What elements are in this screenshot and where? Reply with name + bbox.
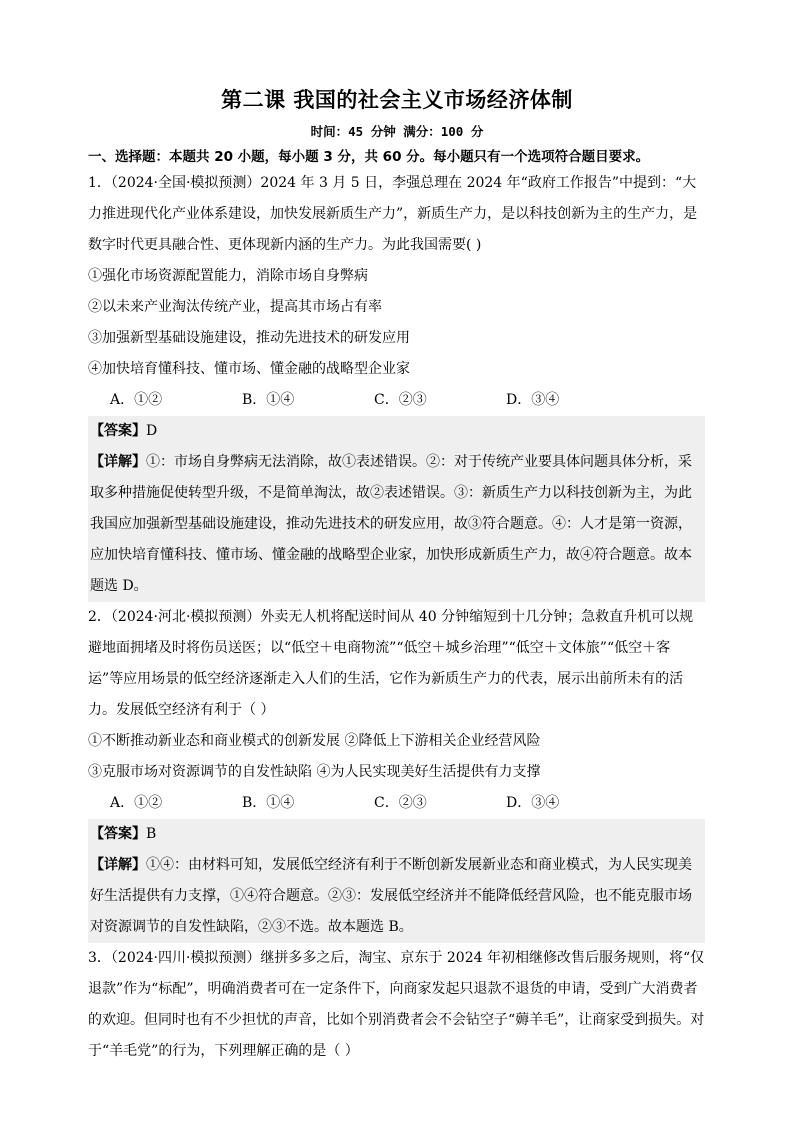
answer-label: 【答案】 xyxy=(90,826,146,842)
question-stem: 1．（2024·全国·模拟预测）2024 年 3 月 5 日，李强总理在 2024 年“政府工作报告”中提到：“大力推进现代化产业体系建设，加快发展新质生产力”，新质生产力，是以科技创新为主的生产力，是数字时代更具融合性、更体现新内涵的生产力。为此我国需要( ) xyxy=(88,175,698,253)
statement-item: ①不断推动新业态和商业模式的创新发展 ②降低上下游相关企业经营风险 xyxy=(88,733,541,749)
page-title: 第二课 我国的社会主义市场经济体制 xyxy=(221,88,573,112)
choice-b: B．①④ xyxy=(242,392,295,408)
detail-body: ①④：由材料可知，发展低空经济有利于不断创新发展新业态和商业模式，为人民实现美好生活提供有力支撑，①④符合题意。②③：发展低空经济并不能降低经营风险，也不能克服市场对资源调节的自发性缺陷，②③不选。故本题选 B。 xyxy=(90,857,692,935)
answer-block xyxy=(88,819,705,943)
answer-choices xyxy=(88,385,705,416)
detail-body: ①：市场自身弊病无法消除，故①表述错误。②：对于传统产业要具体问题具体分析，采取多种措施促使转型升级，不是简单淘汰，故②表述错误。③：新质生产力以科技创新为主，为此我国应加强新型基础设施建设，推动先进技术的研发应用，故③符合题意。④：人才是第一资源，应加快培育懂科技、懂市场、懂金融的战略型企业家，加快形成新质生产力，故④符合题意。故本题选 D。 xyxy=(90,454,692,594)
answer-value: B xyxy=(146,826,157,842)
detail-label: 【详解】 xyxy=(90,454,146,470)
answer-choices xyxy=(88,788,705,819)
choice-b: B．①④ xyxy=(242,795,295,811)
choice-c: C．②③ xyxy=(374,392,427,408)
statement-item: ③克服市场对资源调节的自发性缺陷 ④为人民实现美好生活提供有力支撑 xyxy=(88,764,541,780)
answer-label: 【答案】 xyxy=(90,423,146,439)
content xyxy=(88,146,705,1067)
statement-item: ②以未来产业淘汰传统产业，提高其市场占有率 xyxy=(88,299,382,315)
detail-text xyxy=(88,447,705,602)
answer-line xyxy=(88,819,705,850)
detail-label: 【详解】 xyxy=(90,857,146,873)
choice-a: A．①② xyxy=(110,392,163,408)
choice-a: A．①② xyxy=(110,795,163,811)
choice-d: D．③④ xyxy=(506,795,560,811)
statement-item: ④加快培育懂科技、懂市场、懂金融的战略型企业家 xyxy=(88,361,410,377)
statement-item: ①强化市场资源配置能力，消除市场自身弊病 xyxy=(88,268,368,284)
question-stem: 3．（2024·四川·模拟预测）继拼多多之后，淘宝、京东于 2024 年初相继修改售后服务规则，将“仅退款”作为“标配”，明确消费者可在一定条件下，向商家发起只退款不退货的申请，受到广大消费者的欢迎。但同时也有不少担忧的声音，比如个别消费者会不会钻空子“薅羊毛”，让商家受到损失。对于“羊毛党”的行为，下列理解正确的是（ ） xyxy=(88,950,705,1059)
choice-c: C．②③ xyxy=(374,795,427,811)
answer-value: D xyxy=(146,423,158,439)
detail-text xyxy=(88,850,705,943)
statement-item: ③加强新型基础设施建设，推动先进技术的研发应用 xyxy=(88,330,410,346)
exam-meta: 时间：45 分钟 满分：100 分 xyxy=(310,124,484,139)
question-stem: 2．（2024·河北·模拟预测）外卖无人机将配送时间从 40 分钟缩短到十几分钟；急救直升机可以规避地面拥堵及时将伤员送医；以“低空＋电商物流”“低空＋城乡治理”“低空＋文体旅”“低空＋客运”等应用场景的低空经济逐渐走入人们的生活，它作为新质生产力的代表，展示出前所未有的活力。发展低空经济有利于（ ） xyxy=(88,609,694,718)
section-header: 一、选择题：本题共 20 小题，每小题 3 分，共 60 分。每小题只有一个选项符合题目要求。 xyxy=(88,149,650,165)
answer-block xyxy=(88,416,705,602)
choice-d: D．③④ xyxy=(506,392,560,408)
answer-line xyxy=(88,416,705,447)
